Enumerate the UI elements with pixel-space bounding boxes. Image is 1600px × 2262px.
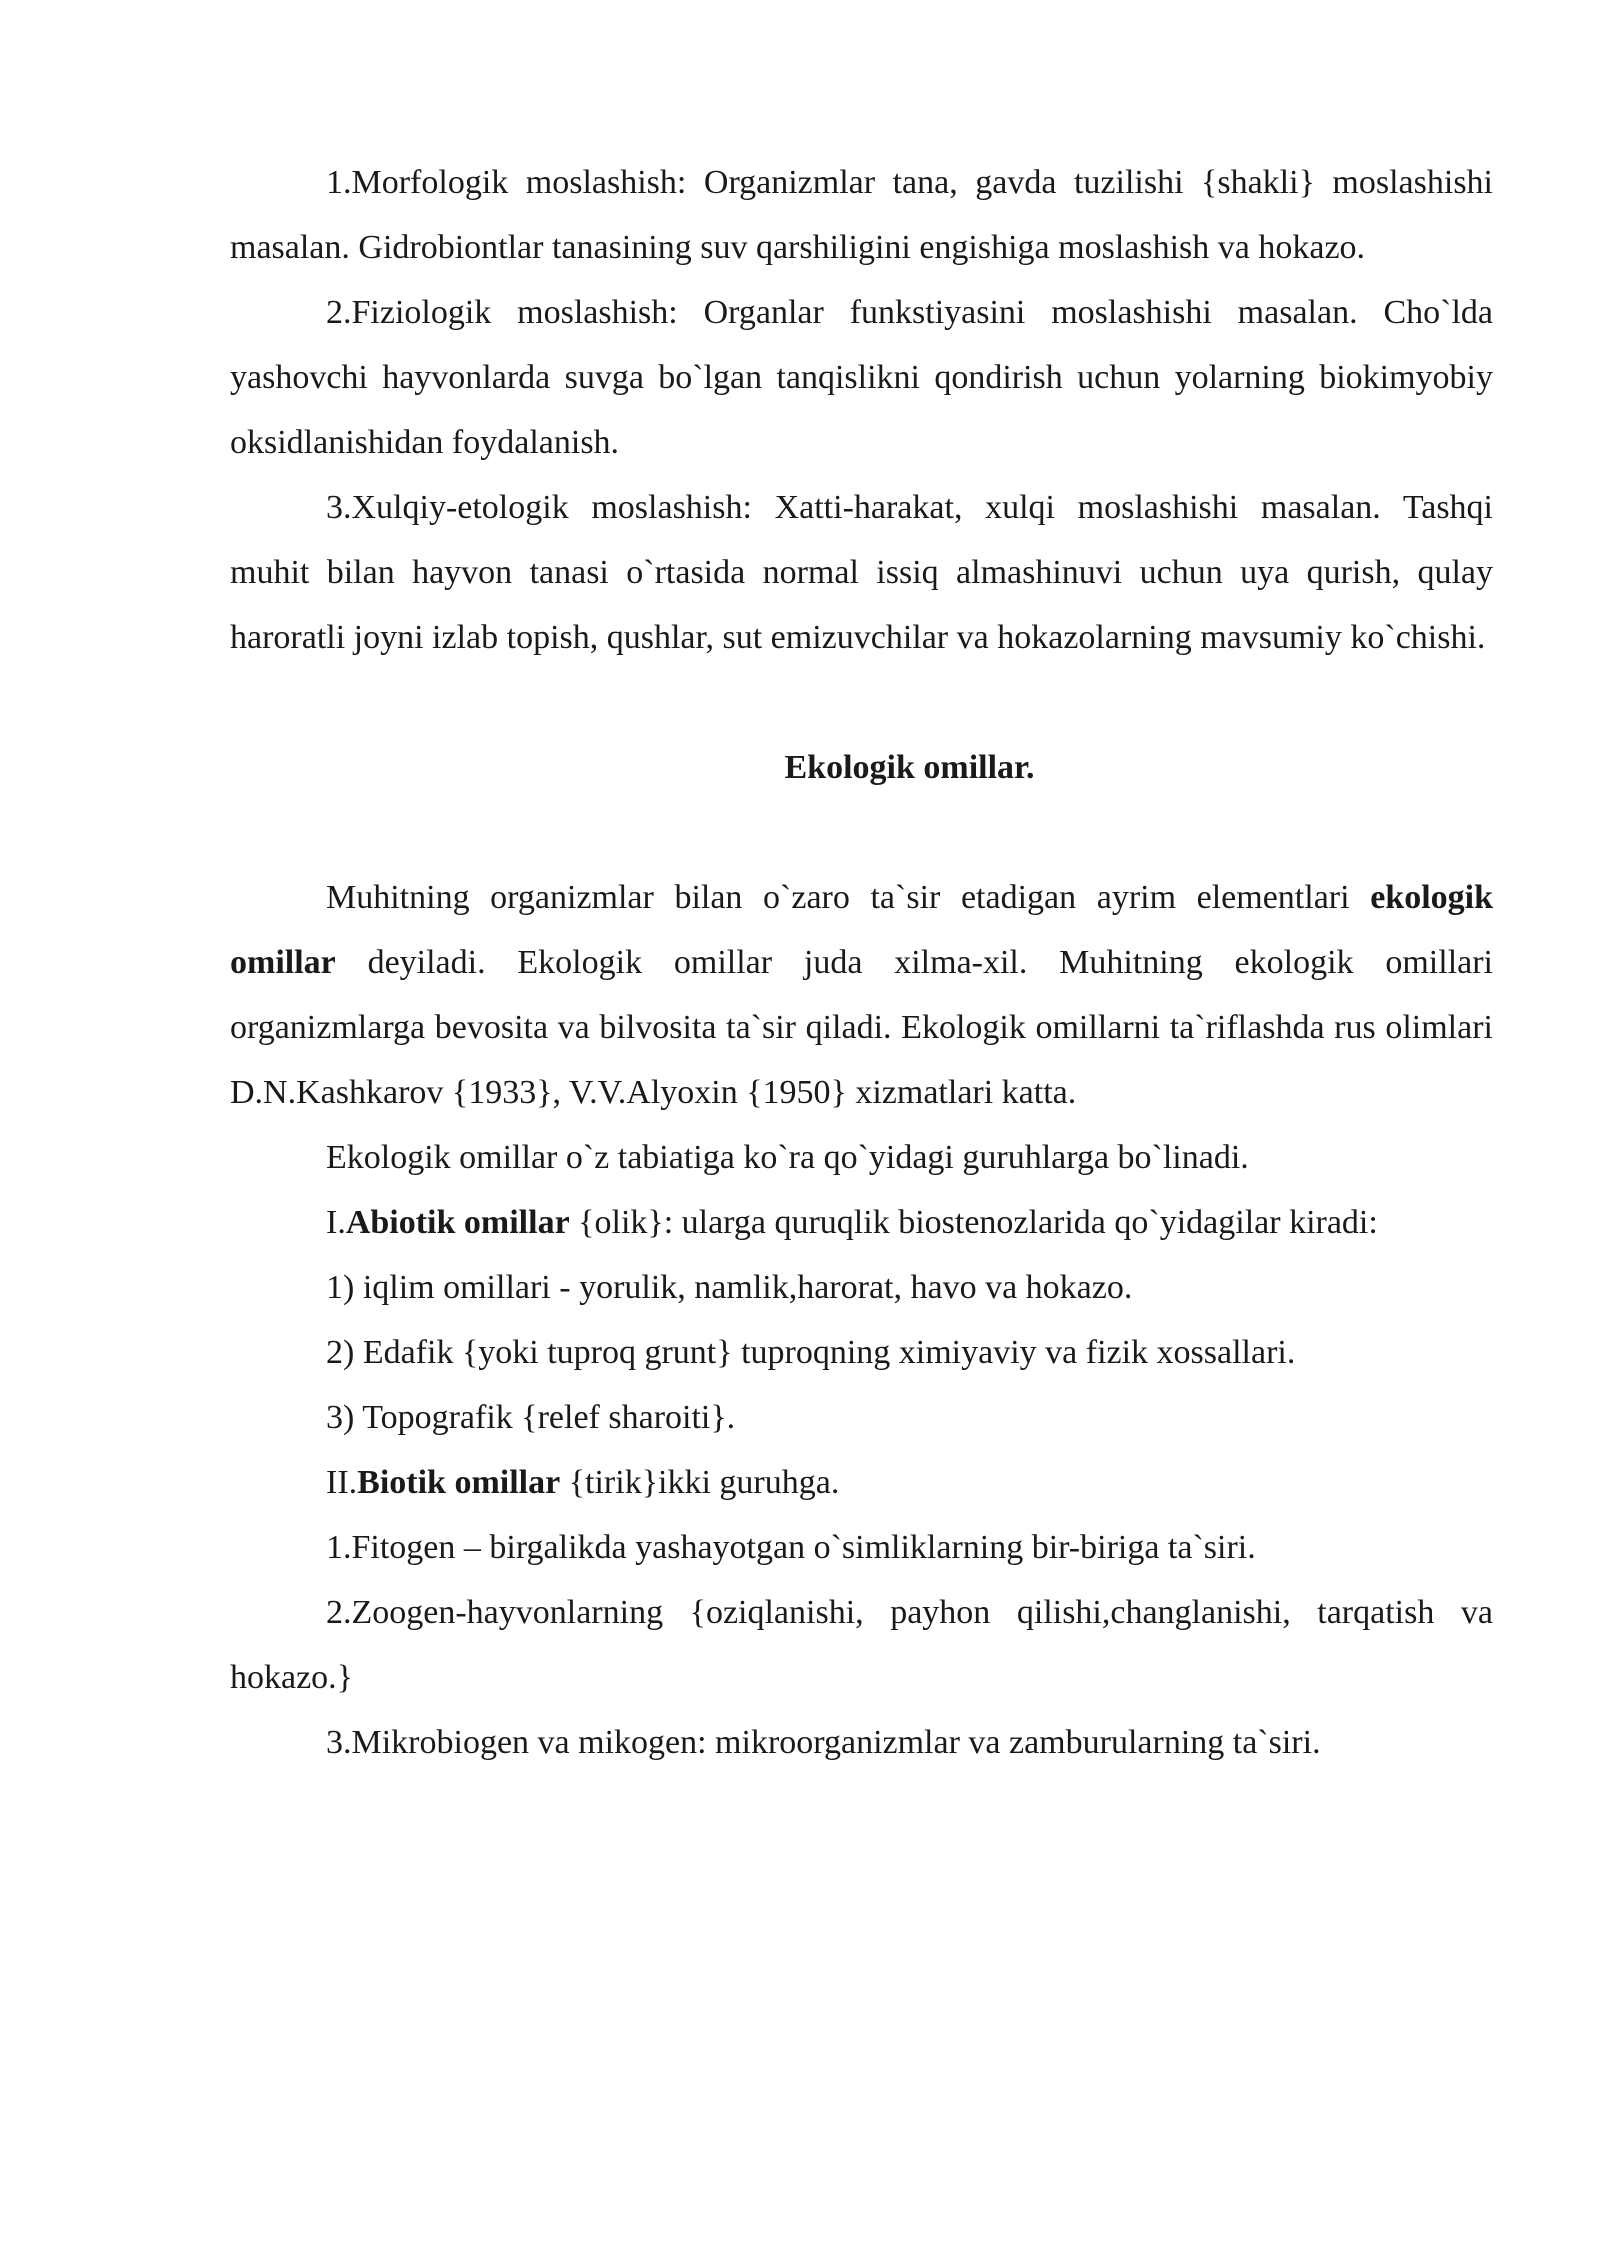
abiotic-rest: {olik}: ularga quruqlik biostenozlarida qo`yidagilar kiradi: xyxy=(569,1204,1378,1241)
intro-text-after: deyiladi. Ekologik omillar juda xilma-xil. Muhitning ekologik omillari organizmlarga bevosita va bilvosita ta`sir qiladi. Ekologik omillarni ta`riflashda rus olimlari D.N.Kashkarov {1933}, V.V.Alyoxin {1950} xizmatlari katta. xyxy=(230,944,1493,1111)
biotic-title: Biotik omillar xyxy=(357,1464,561,1501)
biotic-prefix: II. xyxy=(326,1464,358,1501)
abiotic-item-edaphic: 2) Edafik {yoki tuproq grunt} tuproqning ximiyaviy va fizik xossallari. xyxy=(326,1334,1296,1371)
intro-bold-term: ekologik omillar xyxy=(230,879,1493,981)
document-body xyxy=(230,150,1493,1775)
paragraph-morphological: 1.Morfologik moslashish: Organizmlar tana, gavda tuzilishi {shakli} moslashishi masalan. Gidrobiontlar tanasining suv qarshiligini engishiga moslashish va hokazo. xyxy=(230,164,1493,266)
abiotic-prefix: I. xyxy=(326,1204,346,1241)
biotic-rest: {tirik}ikki guruhga. xyxy=(560,1464,840,1501)
abiotic-title: Abiotik omillar xyxy=(345,1204,570,1241)
biotic-heading-line xyxy=(230,1450,1493,1515)
paragraph-physiological: 2.Fiziologik moslashish: Organlar funkstiyasini moslashishi masalan. Cho`lda yashovchi hayvonlarda suvga bo`lgan tanqislikni qondirish uchun yolarning biokimyobiy oksidlanishidan foydalanish. xyxy=(230,294,1493,461)
abiotic-heading-line xyxy=(230,1190,1493,1255)
intro-text-before: Muhitning organizmlar bilan o`zaro ta`sir etadigan ayrim elementlari xyxy=(326,879,1371,916)
spacer xyxy=(230,670,1493,735)
abiotic-item-climate: 1) iqlim omillari - yorulik, namlik,harorat, havo va hokazo. xyxy=(326,1269,1133,1306)
section-heading: Ekologik omillar. xyxy=(784,749,1035,786)
spacer xyxy=(230,800,1493,865)
abiotic-item-topographic: 3) Topografik {relef sharoiti}. xyxy=(326,1399,736,1436)
biotic-item-phytogenic: 1.Fitogen – birgalikda yashayotgan o`simliklarning bir-biriga ta`siri. xyxy=(326,1529,1256,1566)
biotic-item-microbiogenic: 3.Mikrobiogen va mikogen: mikroorganizmlar va zamburularning ta`siri. xyxy=(326,1724,1321,1761)
biotic-item-zoogenic: 2.Zoogen-hayvonlarning {oziqlanishi, payhon qilishi,changlanishi, tarqatish va hokazo.} xyxy=(230,1594,1493,1696)
paragraph-intro xyxy=(230,865,1493,1125)
groups-line: Ekologik omillar o`z tabiatiga ko`ra qo`yidagi guruhlarga bo`linadi. xyxy=(326,1139,1249,1176)
paragraph-behavioral: 3.Xulqiy-etologik moslashish: Xatti-harakat, xulqi moslashishi masalan. Tashqi muhit bilan hayvon tanasi o`rtasida normal issiq almashinuvi uchun uya qurish, qulay haroratli joyni izlab topish, qushlar, sut emizuvchilar va hokazolarning mavsumiy ko`chishi. xyxy=(230,489,1493,656)
